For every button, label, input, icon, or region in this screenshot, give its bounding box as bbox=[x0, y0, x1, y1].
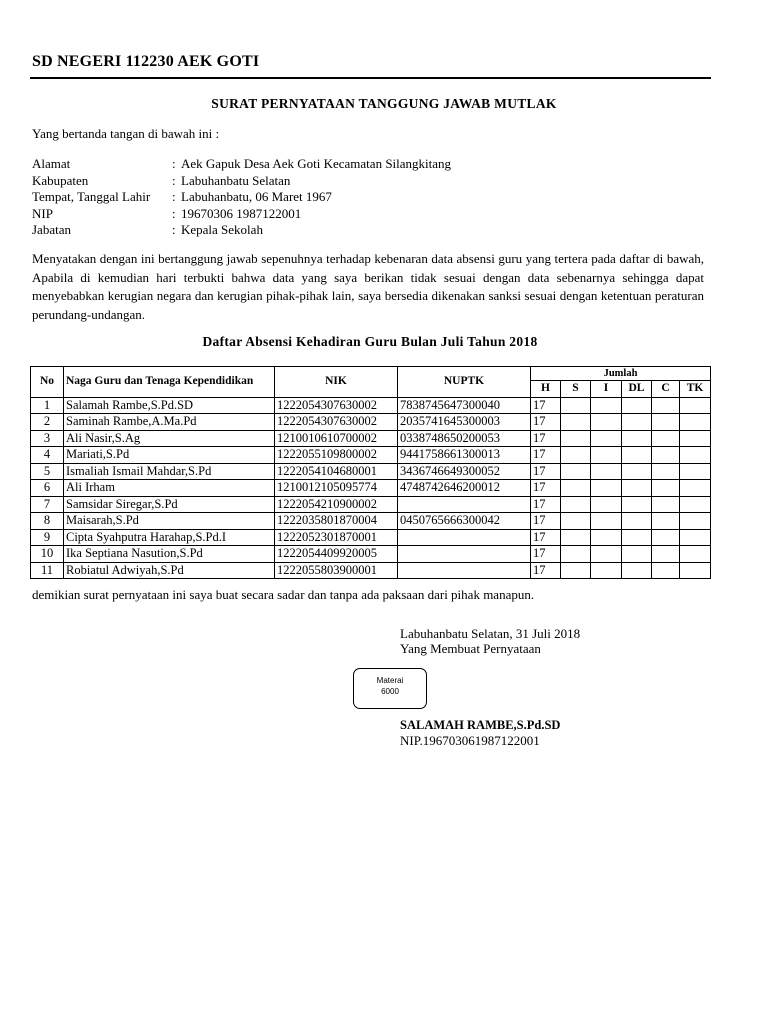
cell-c bbox=[652, 496, 680, 513]
cell-nik: 1222055803900001 bbox=[275, 562, 398, 579]
cell-nik: 1222054210900002 bbox=[275, 496, 398, 513]
identity-label: Kabupaten bbox=[32, 172, 89, 188]
table-row bbox=[31, 463, 711, 480]
table-row bbox=[31, 397, 711, 414]
cell-h: 17 bbox=[531, 463, 561, 480]
cell-no: 9 bbox=[31, 529, 64, 546]
identity-row-address: Alamat : Aek Gapuk Desa Aek Goti Kecamatan Silangkitang bbox=[32, 156, 452, 171]
cell-nuptk: 7838745647300040 bbox=[398, 397, 531, 414]
intro-text: Yang bertanda tangan di bawah ini : bbox=[32, 126, 220, 141]
cell-s bbox=[561, 496, 591, 513]
cell-no: 2 bbox=[31, 414, 64, 431]
cell-nik: 1222052301870001 bbox=[275, 529, 398, 546]
identity-row-nip: NIP : 19670306 1987122001 bbox=[32, 205, 302, 221]
cell-tk bbox=[680, 414, 711, 431]
cell-nuptk: 3436746649300052 bbox=[398, 463, 531, 480]
cell-h: 17 bbox=[531, 496, 561, 513]
cell-i bbox=[591, 463, 622, 480]
cell-name: Robiatul Adwiyah,S.Pd bbox=[64, 562, 275, 579]
cell-s bbox=[561, 397, 591, 414]
identity-value: Labuhanbatu Selatan bbox=[181, 172, 291, 188]
identity-row-regency: Kabupaten : Labuhanbatu Selatan bbox=[32, 172, 291, 188]
attendance-table bbox=[30, 366, 711, 579]
cell-tk bbox=[680, 430, 711, 447]
cell-i bbox=[591, 447, 622, 464]
document-title: SURAT PERNYATAAN TANGGUNG JAWAB MUTLAK bbox=[211, 96, 557, 111]
header-dl: DL bbox=[622, 381, 652, 398]
cell-name: Salamah Rambe,S.Pd.SD bbox=[64, 397, 275, 414]
signer-role: Yang Membuat Pernyataan bbox=[400, 641, 541, 656]
cell-name: Mariati,S.Pd bbox=[64, 447, 275, 464]
signature-block bbox=[400, 626, 580, 656]
cell-s bbox=[561, 562, 591, 579]
cell-no: 7 bbox=[31, 496, 64, 513]
identity-block bbox=[32, 156, 451, 239]
cell-c bbox=[652, 397, 680, 414]
cell-no: 1 bbox=[31, 397, 64, 414]
table-title: Daftar Absensi Kehadiran Guru Bulan Juli Tahun 2018 bbox=[202, 334, 538, 349]
identity-value: Labuhanbatu, 06 Maret 1967 bbox=[181, 189, 332, 204]
header-nuptk: NUPTK bbox=[398, 367, 531, 398]
cell-h: 17 bbox=[531, 414, 561, 431]
header-s: S bbox=[561, 381, 591, 398]
cell-nik: 1222054104680001 bbox=[275, 463, 398, 480]
cell-i bbox=[591, 529, 622, 546]
cell-nik: 1210012105095774 bbox=[275, 480, 398, 497]
cell-dl bbox=[622, 513, 652, 530]
cell-nik: 1222054307630002 bbox=[275, 397, 398, 414]
school-name: SD NEGERI 112230 AEK GOTI bbox=[32, 53, 260, 70]
cell-nuptk: 0338748650200053 bbox=[398, 430, 531, 447]
identity-row-birth: Tempat, Tanggal Lahir : Labuhanbatu, 06 Maret 1967 bbox=[32, 189, 332, 204]
cell-no: 6 bbox=[31, 480, 64, 497]
cell-name: Ali Nasir,S.Ag bbox=[64, 430, 275, 447]
cell-h: 17 bbox=[531, 546, 561, 563]
cell-name: Cipta Syahputra Harahap,S.Pd.I bbox=[64, 529, 275, 546]
signer-block bbox=[400, 718, 560, 748]
identity-label: Alamat bbox=[32, 156, 71, 171]
cell-s bbox=[561, 529, 591, 546]
header-jumlah: Jumlah bbox=[531, 367, 711, 381]
stamp-box bbox=[353, 668, 427, 709]
cell-dl bbox=[622, 496, 652, 513]
cell-nuptk: 2035741645300003 bbox=[398, 414, 531, 431]
cell-name: Ika Septiana Nasution,S.Pd bbox=[64, 546, 275, 563]
cell-h: 17 bbox=[531, 430, 561, 447]
cell-c bbox=[652, 562, 680, 579]
cell-i bbox=[591, 430, 622, 447]
closing-text: demikian surat pernyataan ini saya buat secara sadar dan tanpa ada paksaan dari pihak manapun. bbox=[32, 587, 535, 602]
identity-value: 19670306 1987122001 bbox=[181, 205, 302, 221]
table-row bbox=[31, 480, 711, 497]
cell-nik: 1222055109800002 bbox=[275, 447, 398, 464]
cell-i bbox=[591, 397, 622, 414]
table-row bbox=[31, 513, 711, 530]
cell-h: 17 bbox=[531, 397, 561, 414]
table-row bbox=[31, 562, 711, 579]
cell-nik: 1210010610700002 bbox=[275, 430, 398, 447]
cell-i bbox=[591, 546, 622, 563]
cell-c bbox=[652, 463, 680, 480]
cell-dl bbox=[622, 414, 652, 431]
cell-h: 17 bbox=[531, 513, 561, 530]
cell-s bbox=[561, 513, 591, 530]
cell-no: 5 bbox=[31, 463, 64, 480]
cell-c bbox=[652, 546, 680, 563]
cell-tk bbox=[680, 480, 711, 497]
identity-row-position: Jabatan : Kepala Sekolah bbox=[32, 222, 263, 237]
cell-i bbox=[591, 480, 622, 497]
cell-nuptk bbox=[398, 529, 531, 546]
cell-nuptk: 0450765666300042 bbox=[398, 513, 531, 530]
cell-name: Samsidar Siregar,S.Pd bbox=[64, 496, 275, 513]
cell-no: 8 bbox=[31, 513, 64, 530]
cell-h: 17 bbox=[531, 480, 561, 497]
cell-tk bbox=[680, 463, 711, 480]
cell-tk bbox=[680, 546, 711, 563]
cell-dl bbox=[622, 529, 652, 546]
cell-tk bbox=[680, 562, 711, 579]
table-row bbox=[31, 430, 711, 447]
table-row bbox=[31, 447, 711, 464]
identity-value: Kepala Sekolah bbox=[181, 222, 263, 237]
cell-h: 17 bbox=[531, 447, 561, 464]
cell-dl bbox=[622, 447, 652, 464]
cell-dl bbox=[622, 463, 652, 480]
cell-nuptk bbox=[398, 546, 531, 563]
header-h: H bbox=[531, 381, 561, 398]
cell-nik: 1222035801870004 bbox=[275, 513, 398, 530]
cell-tk bbox=[680, 529, 711, 546]
cell-nuptk: 4748742646200012 bbox=[398, 480, 531, 497]
cell-name: Maisarah,S.Pd bbox=[64, 513, 275, 530]
identity-label: Tempat, Tanggal Lahir bbox=[32, 189, 151, 204]
cell-no: 4 bbox=[31, 447, 64, 464]
cell-dl bbox=[622, 480, 652, 497]
signer-nip: NIP.196703061987122001 bbox=[400, 733, 540, 748]
cell-s bbox=[561, 414, 591, 431]
cell-c bbox=[652, 414, 680, 431]
cell-nuptk bbox=[398, 562, 531, 579]
stamp-label: Materai bbox=[376, 676, 404, 685]
cell-tk bbox=[680, 447, 711, 464]
table-row bbox=[31, 496, 711, 513]
table-row bbox=[31, 414, 711, 431]
cell-c bbox=[652, 529, 680, 546]
cell-no: 11 bbox=[31, 562, 64, 579]
header-nik: NIK bbox=[275, 367, 398, 398]
stamp-value: 6000 bbox=[381, 687, 399, 696]
cell-i bbox=[591, 496, 622, 513]
cell-h: 17 bbox=[531, 529, 561, 546]
cell-nuptk: 9441758661300013 bbox=[398, 447, 531, 464]
cell-dl bbox=[622, 430, 652, 447]
cell-s bbox=[561, 463, 591, 480]
cell-c bbox=[652, 430, 680, 447]
cell-s bbox=[561, 480, 591, 497]
cell-c bbox=[652, 480, 680, 497]
cell-c bbox=[652, 447, 680, 464]
header-rule bbox=[30, 77, 711, 79]
cell-s bbox=[561, 447, 591, 464]
cell-no: 3 bbox=[31, 430, 64, 447]
cell-i bbox=[591, 562, 622, 579]
cell-tk bbox=[680, 496, 711, 513]
cell-nuptk bbox=[398, 496, 531, 513]
cell-tk bbox=[680, 397, 711, 414]
cell-c bbox=[652, 513, 680, 530]
cell-nik: 1222054307630002 bbox=[275, 414, 398, 431]
cell-name: Saminah Rambe,A.Ma.Pd bbox=[64, 414, 275, 431]
identity-value: Aek Gapuk Desa Aek Goti Kecamatan Silangkitang bbox=[181, 156, 452, 171]
cell-i bbox=[591, 414, 622, 431]
cell-name: Ali Irham bbox=[64, 480, 275, 497]
signer-name: SALAMAH RAMBE,S.Pd.SD bbox=[400, 718, 561, 732]
statement-paragraph: Menyatakan dengan ini bertanggung jawab sepenuhnya terhadap kebenaran data absensi guru yang tertera pada daftar di bawah, Apabila di kemudian hari terbukti bahwa data yang saya berikan tidak sesuai dengan data sebenarnya sehingga dapat menyebabkan kerugian negara dan kerugian pihak-pihak lain, saya bersedia dikenakan sanksi sesuai dengan ketentuan peraturan perundang-undangan. bbox=[32, 251, 704, 322]
identity-label: Jabatan bbox=[32, 222, 71, 237]
cell-s bbox=[561, 546, 591, 563]
cell-tk bbox=[680, 513, 711, 530]
cell-dl bbox=[622, 546, 652, 563]
cell-dl bbox=[622, 562, 652, 579]
cell-name: Ismaliah Ismail Mahdar,S.Pd bbox=[64, 463, 275, 480]
table-row bbox=[31, 546, 711, 563]
cell-s bbox=[561, 430, 591, 447]
table-row bbox=[31, 529, 711, 546]
place-date: Labuhanbatu Selatan, 31 Juli 2018 bbox=[400, 626, 581, 641]
header-name: Naga Guru dan Tenaga Kependidikan bbox=[64, 367, 275, 398]
cell-i bbox=[591, 513, 622, 530]
table-header-row bbox=[31, 367, 711, 381]
identity-label: NIP bbox=[32, 205, 53, 221]
header-c: C bbox=[652, 381, 680, 398]
cell-no: 10 bbox=[31, 546, 64, 563]
cell-nik: 1222054409920005 bbox=[275, 546, 398, 563]
header-i: I bbox=[591, 381, 622, 398]
cell-h: 17 bbox=[531, 562, 561, 579]
cell-dl bbox=[622, 397, 652, 414]
header-no: No bbox=[31, 367, 64, 398]
header-tk: TK bbox=[680, 381, 711, 398]
